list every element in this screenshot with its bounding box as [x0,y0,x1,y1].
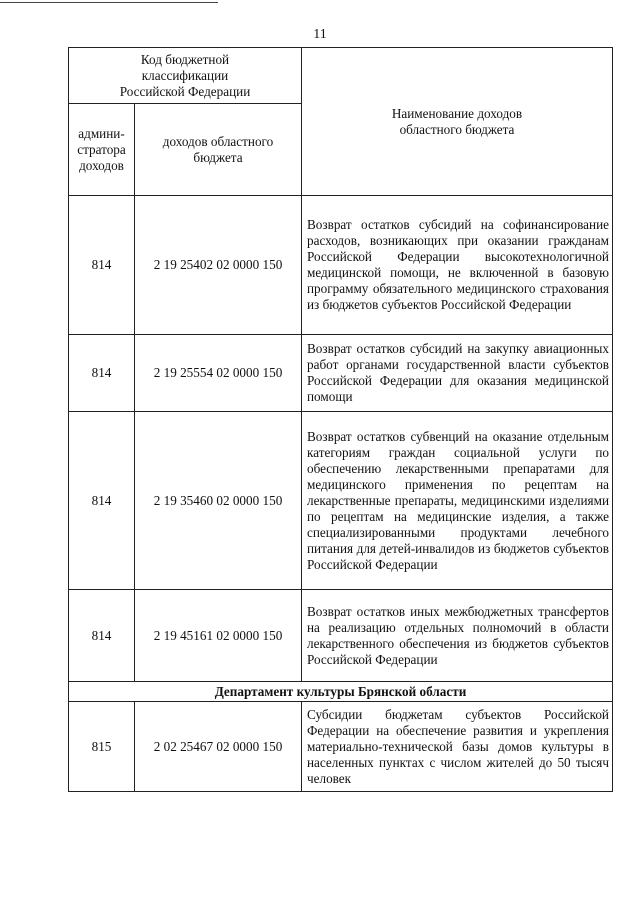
income-column-header-text: доходов областного бюджета [162,133,274,165]
income-code-cell: 2 19 35460 02 0000 150 [135,412,302,590]
header-row-1 [69,48,613,104]
section-title: Департамент культуры Брянской области [69,682,613,702]
income-code-cell: 2 19 25554 02 0000 150 [135,335,302,412]
income-name-cell: Возврат остатков субсидий на софинансирование расходов, возникающих при оказании гражданам Российской Федерации высокотехнологичной медицинской помощи, не включенной в базовую программу обязательного медицинского страхования из бюджетов субъектов Российской Федерации [302,196,613,335]
income-code-cell: 2 19 25402 02 0000 150 [135,196,302,335]
admin-code-cell: 814 [69,590,135,682]
code-group-header [69,48,302,104]
budget-classification-table [68,47,613,792]
name-column-header [302,48,613,196]
income-name-cell: Возврат остатков иных межбюджетных трансфертов на реализацию отдельных полномочий в области лекарственного обеспечения из бюджетов субъектов Российской Федерации [302,590,613,682]
admin-code-cell: 814 [69,196,135,335]
name-column-header-text: Наименование доходов областного бюджета [391,105,523,137]
admin-code-cell: 814 [69,335,135,412]
admin-code-cell: 814 [69,412,135,590]
income-code-cell: 2 19 45161 02 0000 150 [135,590,302,682]
admin-code-cell: 815 [69,702,135,792]
admin-column-header [69,104,135,196]
income-name-cell: Возврат остатков субсидий на закупку авиационных работ органами государственной власти субъектов Российской Федерации для оказания медицинской помощи [302,335,613,412]
table-row [69,196,613,335]
income-name-cell: Субсидии бюджетам субъектов Российской Федерации на обеспечение развития и укрепления материально-технической базы домов культуры в населенных пунктах с числом жителей до 50 тысяч человек [302,702,613,792]
income-column-header [135,104,302,196]
top-rule [0,2,218,3]
income-code-cell: 2 02 25467 02 0000 150 [135,702,302,792]
table-row [69,335,613,412]
table-row [69,590,613,682]
page-number: 11 [313,27,327,42]
table-row [69,702,613,792]
section-row [69,682,613,702]
table-row [69,412,613,590]
code-group-header-text: Код бюджетной классификации Российской Федерации [119,51,251,99]
income-name-cell: Возврат остатков субвенций на оказание отдельным категориям граждан социальной услуги по обеспечению лекарственными препаратами для медицинского применения по рецептам на лекарственные препараты, медицинскими изделиями по рецептам на медицинские изделия, а также специализированными продуктами лечебного питания для детей-инвалидов из бюджетов субъектов Российской Федерации [302,412,613,590]
admin-column-header-text: админи-стратора доходов [77,125,126,173]
